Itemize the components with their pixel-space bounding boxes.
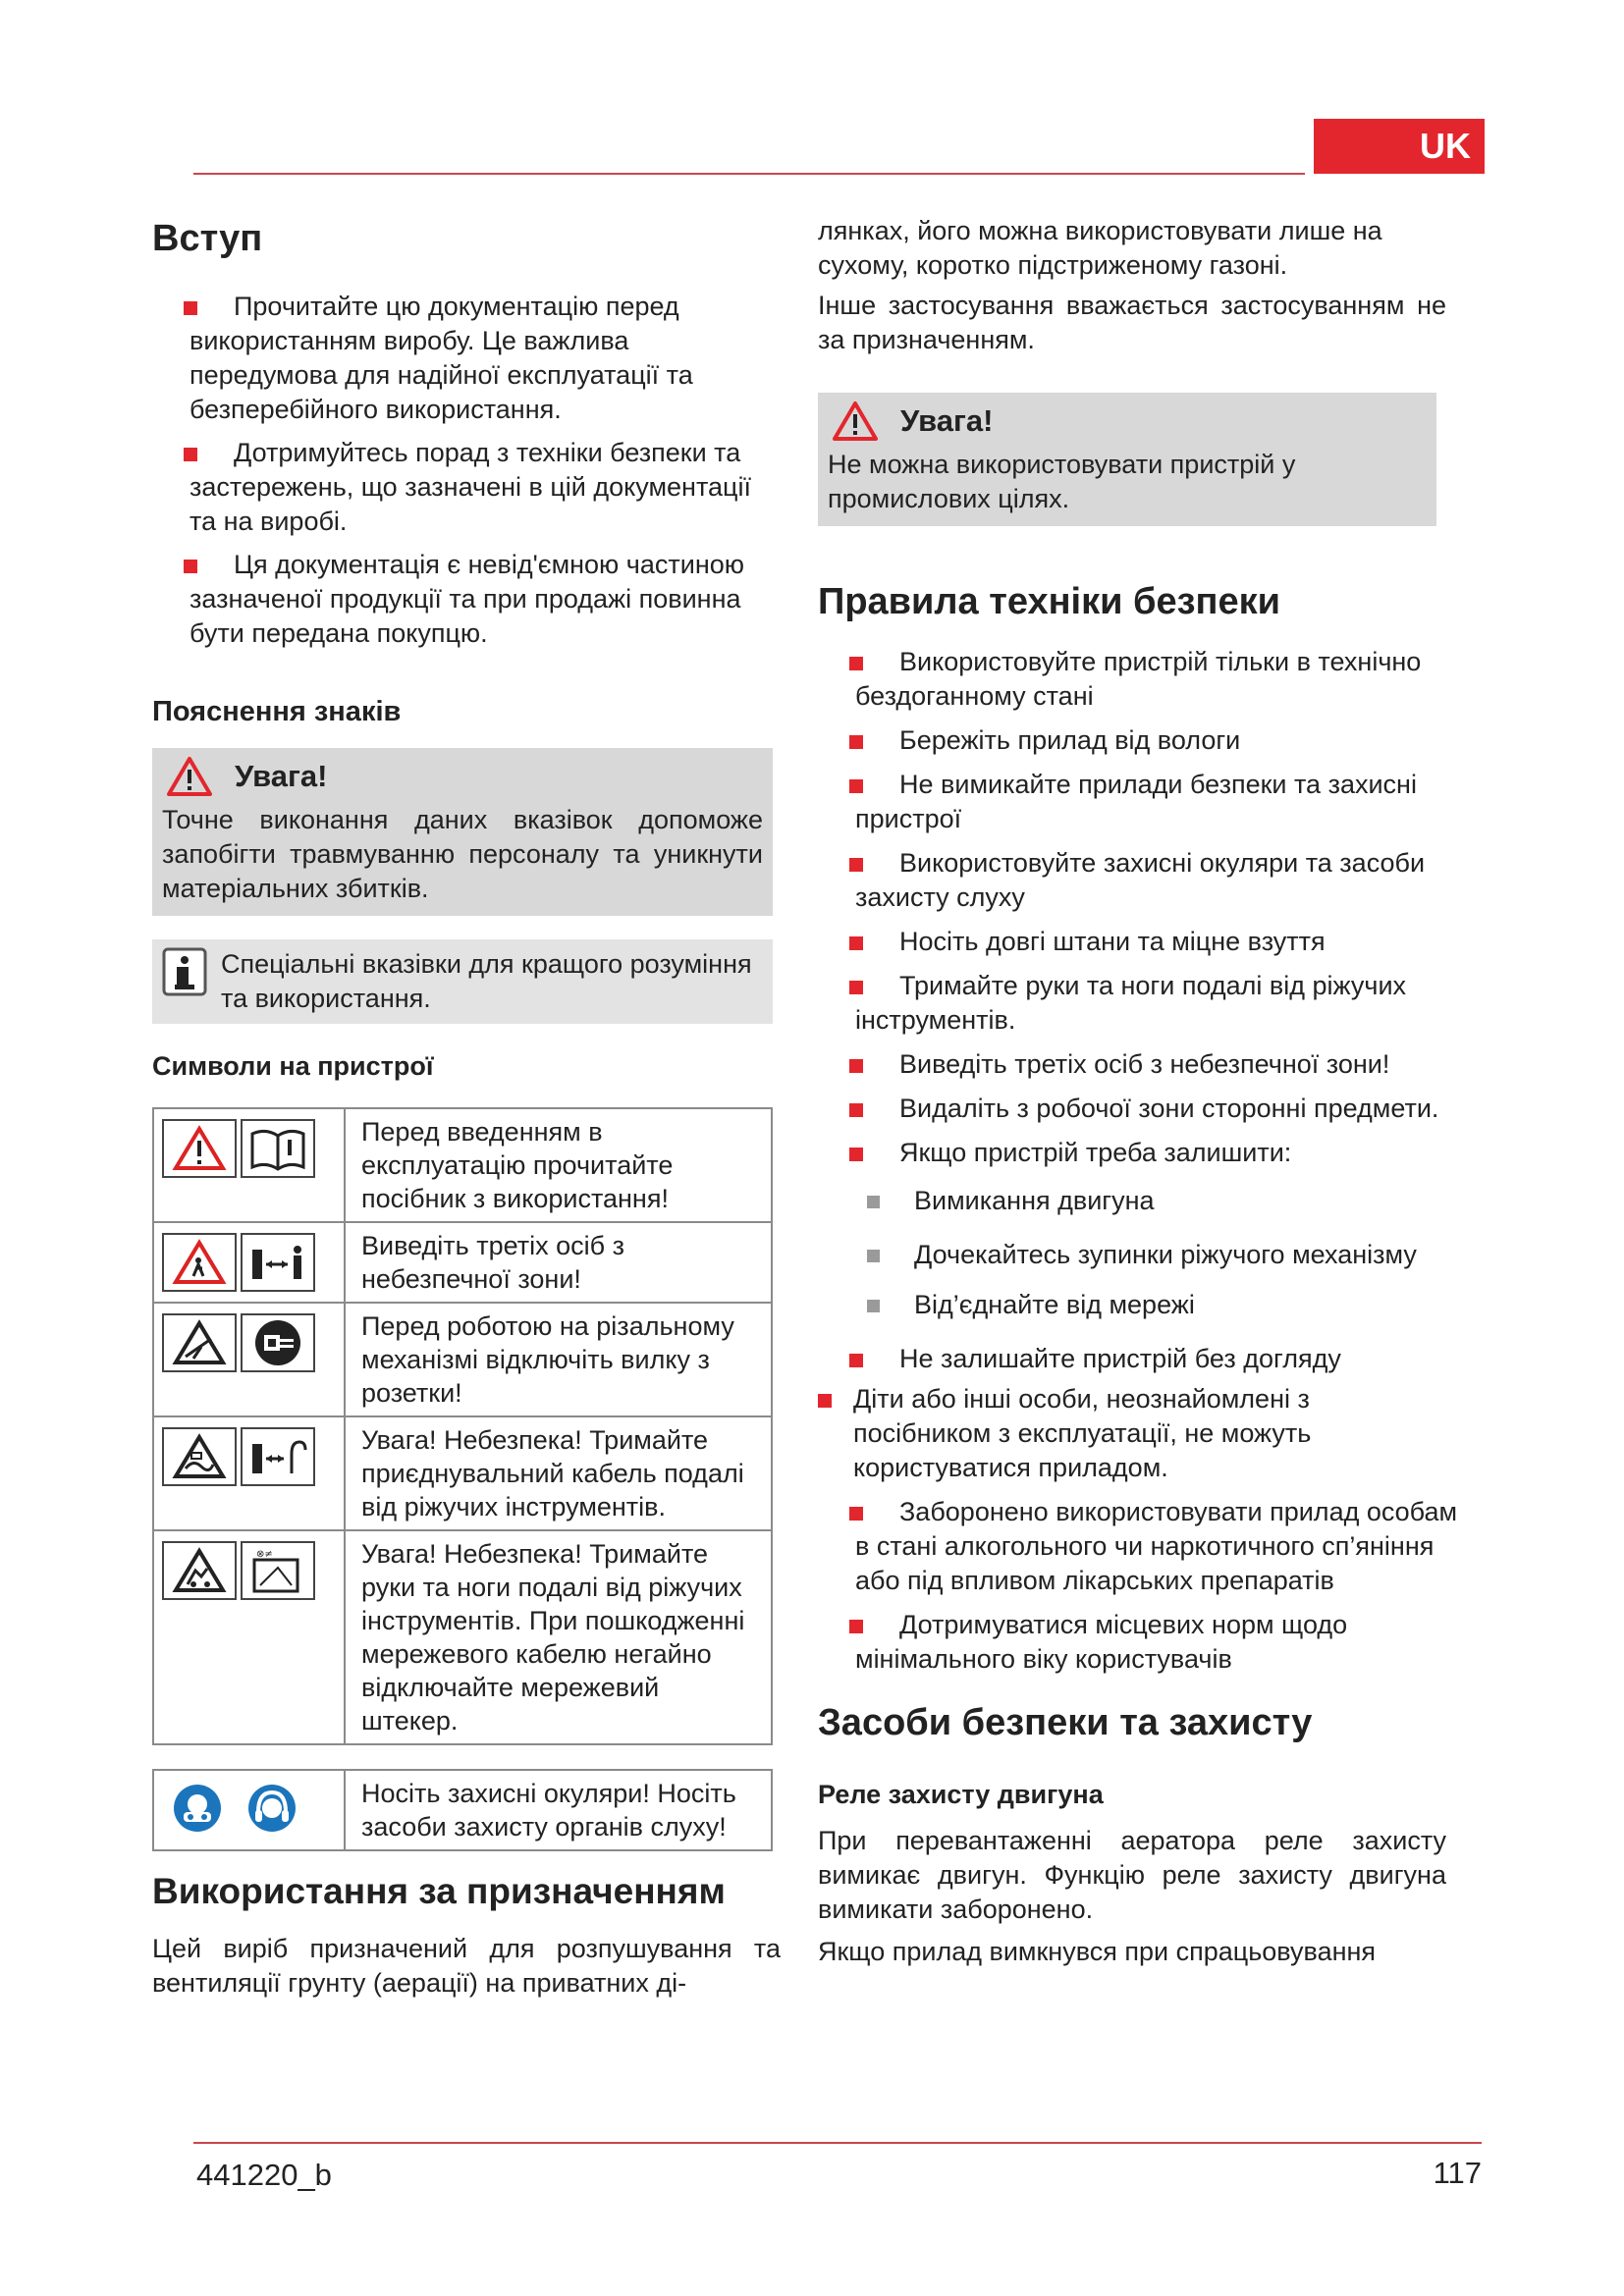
table-row — [153, 1303, 772, 1416]
symbol-text: Перед роботою на різальному механізмі відключіть вилку з розетки! — [345, 1303, 772, 1416]
list-item: Дотримуйтесь порад з техніки безпеки та застережень, що зазначені в цій документації та на виробі. — [152, 436, 781, 539]
cutting-warning-icon — [172, 1319, 227, 1366]
warning-icon — [172, 1125, 227, 1172]
use-cont-text: лянках, його можна використовувати лише на сухому, коротко підстриженому газоні. — [818, 216, 1382, 280]
warning-title: Увага! — [235, 759, 328, 793]
warning-box — [818, 393, 1436, 526]
list-item: Ця документація є невід'ємною частиною зазначеної продукції та при продажі повинна бути передана покупцю. — [152, 548, 781, 651]
sub-list-item: Від’єднайте від мережі — [818, 1288, 1476, 1322]
list-item: Використовуйте пристрій тільки в технічно бездоганному стані — [818, 645, 1476, 714]
info-box — [152, 939, 773, 1024]
list-item: Дотримуватися місцевих норм щодо мінімального віку користувачів — [818, 1608, 1476, 1677]
bottom-rule — [193, 2142, 1482, 2144]
symbol-text: Увага! Небезпека! Тримайте руки та ноги подалі від ріжучих інструментів. При пошкодженні мережевого кабелю негайно відключайте мережевий штекер. — [345, 1530, 772, 1744]
use-text: Цей виріб призначений для розпушування та вентиляції грунту (аерації) на приватних ді- — [152, 1934, 781, 1998]
list-item: Якщо пристрій треба залишити: — [818, 1136, 1476, 1170]
ppe-table — [152, 1769, 773, 1851]
warning-box — [152, 748, 773, 916]
document-code: 441220_b — [196, 2158, 332, 2192]
relay-title: Реле захисту двигуна — [818, 1780, 1104, 1809]
use-title: Використання за призначенням — [152, 1871, 726, 1911]
hands-feet-warning-icon — [172, 1547, 227, 1594]
info-icon — [162, 947, 207, 996]
device-symbols-title: Символи на пристрої — [152, 1051, 434, 1081]
svg-text:⊗≠: ⊗≠ — [256, 1549, 273, 1560]
right-column — [818, 214, 1486, 1969]
table-row — [153, 1222, 772, 1303]
list-item: Тримайте руки та ноги подалі від ріжучих інструментів. — [818, 969, 1476, 1038]
top-rule — [193, 173, 1305, 175]
table-row — [153, 1770, 772, 1850]
list-item: Діти або інші особи, неознайомлені з посібником з експлуатації, не можуть користуватися приладом. — [818, 1382, 1427, 1485]
language-tab: UK — [1314, 119, 1485, 174]
cable-warning-icon — [172, 1433, 227, 1480]
protect-title: Засоби безпеки та захисту — [818, 1702, 1313, 1743]
warning-text: Не можна використовувати пристрій у промислових цілях. — [828, 450, 1296, 513]
manual-damage-icon — [248, 1546, 307, 1595]
table-row — [153, 1416, 772, 1530]
list-item: Носіть довгі штани та міцне взуття — [818, 925, 1476, 959]
symbols-table — [152, 1107, 773, 1745]
ear-protection-icon — [246, 1783, 298, 1834]
warning-title: Увага! — [900, 403, 994, 438]
list-item: Бережіть прилад від вологи — [818, 723, 1476, 758]
table-row — [153, 1530, 772, 1744]
list-item: Виведіть третіх осіб з небезпечної зони! — [818, 1047, 1476, 1082]
safety-title: Правила техніки безпеки — [818, 581, 1280, 622]
list-item: Не залишайте пристрій без догляду — [818, 1342, 1476, 1376]
sub-list-item: Дочекайтесь зупинки ріжучого механізму — [818, 1238, 1476, 1272]
info-text: Спеціальні вказівки для кращого розуміння та використання. — [221, 949, 752, 1013]
bystander-warning-icon — [172, 1239, 227, 1286]
ppe-text: Носіть захисні окуляри! Носіть засоби захисту органів слуху! — [345, 1770, 772, 1850]
manual-icon — [248, 1126, 307, 1171]
warning-icon — [166, 756, 213, 797]
warning-icon — [832, 400, 879, 442]
intro-title: Вступ — [152, 218, 263, 259]
table-row — [153, 1108, 772, 1222]
warning-text: Точне виконання даних вказівок допоможе запобігти травмуванню персоналу та уникнути матеріальних збитків. — [162, 805, 763, 903]
unplug-icon — [252, 1317, 303, 1368]
symbol-text: Перед введенням в експлуатацію прочитайте посібник з використання! — [345, 1108, 772, 1222]
distance-icon — [248, 1240, 307, 1285]
safety-goggles-icon — [172, 1783, 223, 1834]
use-other-text: Інше застосування вважається застосуванням не за призначенням. — [818, 291, 1446, 354]
list-item: Видаліть з робочої зони сторонні предмети. — [818, 1092, 1476, 1126]
list-item: Прочитайте цю документацію перед використанням виробу. Це важлива передумова для надійної експлуатації та безперебійного використання. — [152, 290, 781, 427]
cable-distance-icon — [248, 1434, 307, 1479]
page-number: 117 — [1433, 2156, 1482, 2190]
left-column — [152, 196, 781, 2001]
symbol-text: Виведіть третіх осіб з небезпечної зони! — [345, 1222, 772, 1303]
relay-text-2: Якщо прилад вимкнувся при спрацьовування — [818, 1937, 1377, 1966]
list-item: Не вимикайте прилади безпеки та захисні пристрої — [818, 768, 1476, 836]
sub-list-item: Вимикання двигуна — [818, 1184, 1476, 1218]
symbol-text: Увага! Небезпека! Тримайте приєднувальний кабель подалі від ріжучих інструментів. — [345, 1416, 772, 1530]
list-item: Заборонено використовувати прилад особам в стані алкогольного чи наркотичного сп’яніння або під впливом лікарських препаратів — [818, 1495, 1476, 1598]
list-item: Використовуйте захисні окуляри та засоби захисту слуху — [818, 846, 1476, 915]
signs-title: Пояснення знаків — [152, 696, 402, 727]
relay-text: При перевантаженні аератора реле захисту вимикає двигун. Функцію реле захисту двигуна вимикати заборонено. — [818, 1826, 1446, 1924]
